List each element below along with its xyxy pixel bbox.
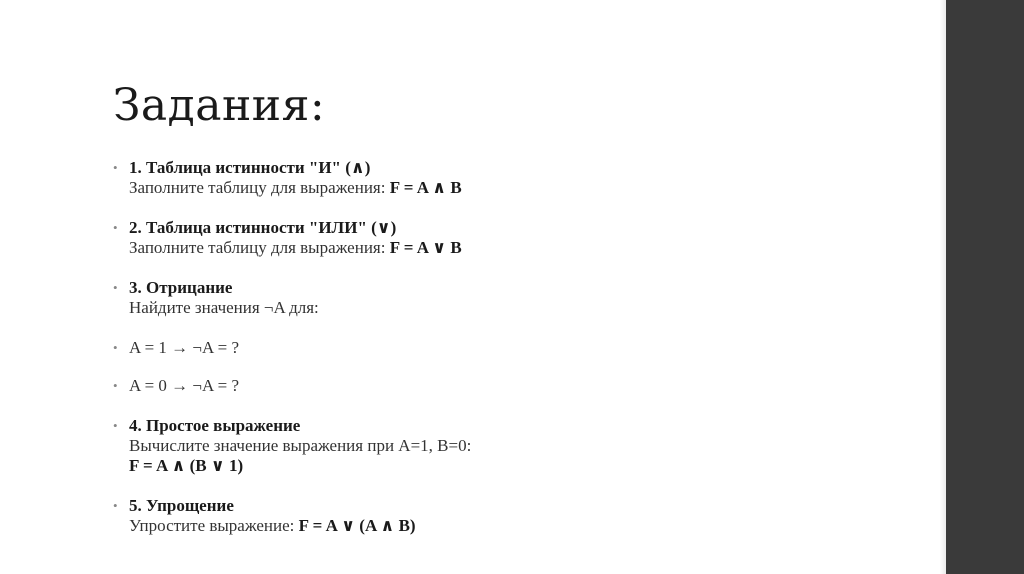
bullet-icon: •	[113, 378, 118, 393]
item-heading: 1. Таблица истинности "И" (∧)	[129, 158, 371, 177]
task-list	[113, 158, 753, 536]
item-heading: 2. Таблица истинности "ИЛИ" (∨)	[129, 218, 397, 237]
bullet-icon: •	[113, 340, 118, 355]
item-text: Вычислите значение выражения при A=1, B=0:	[129, 436, 472, 455]
list-item	[113, 278, 753, 318]
item-text: Упростите выражение:	[129, 516, 299, 535]
item-text-line	[129, 238, 753, 258]
item-heading: 5. Упрощение	[129, 496, 234, 515]
right-side-bar	[946, 0, 1024, 574]
list-item	[113, 158, 753, 198]
slide-title: Задания:	[113, 80, 326, 131]
list-item	[113, 338, 753, 358]
item-text: A = 1 → ¬A = ?	[129, 338, 239, 357]
item-expression: F = A ∨ B	[389, 238, 462, 257]
item-heading: 3. Отрицание	[129, 278, 233, 297]
bullet-icon: •	[113, 280, 118, 295]
bullet-icon: •	[113, 418, 118, 433]
item-expression: F = A ∧ (B ∨ 1)	[129, 456, 244, 475]
item-text: Заполните таблицу для выражения:	[129, 178, 390, 197]
item-text-line	[129, 516, 753, 536]
list-item	[113, 218, 753, 258]
item-text: Найдите значения ¬A для:	[129, 298, 319, 317]
bullet-icon: •	[113, 220, 118, 235]
item-heading: 4. Простое выражение	[129, 416, 301, 435]
list-item	[113, 416, 753, 476]
item-text: Заполните таблицу для выражения:	[129, 238, 390, 257]
list-item	[113, 376, 753, 396]
item-text-line	[129, 178, 753, 198]
list-item	[113, 496, 753, 536]
item-expression: F = A ∧ B	[389, 178, 462, 197]
bullet-icon: •	[113, 160, 118, 175]
bullet-icon: •	[113, 498, 118, 513]
item-text: A = 0 → ¬A = ?	[129, 376, 239, 395]
item-expression: F = A ∨ (A ∧ B)	[298, 516, 416, 535]
